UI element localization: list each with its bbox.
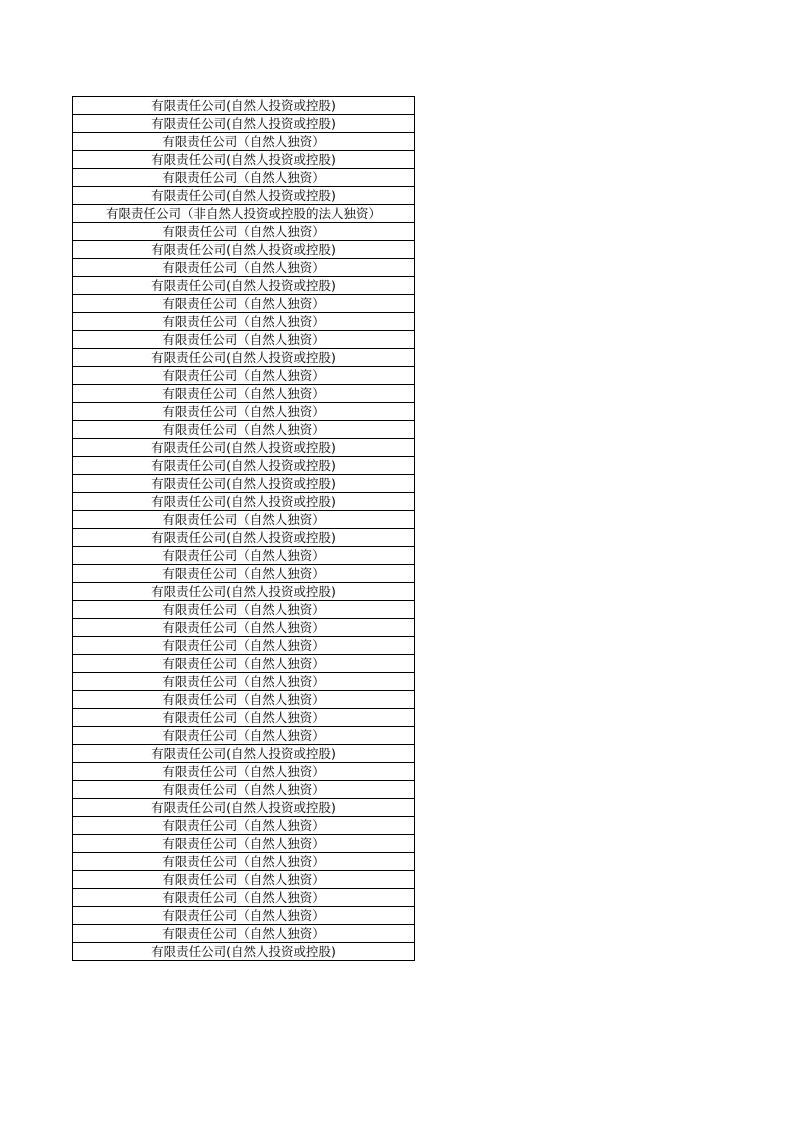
company-type-cell: 有限责任公司（自然人独资）	[73, 421, 415, 439]
table-row	[73, 565, 415, 583]
company-type-cell: 有限责任公司(自然人投资或控股)	[73, 745, 415, 763]
table-row	[73, 763, 415, 781]
table-row	[73, 709, 415, 727]
company-type-cell: 有限责任公司（自然人独资）	[73, 601, 415, 619]
company-type-cell: 有限责任公司(自然人投资或控股)	[73, 799, 415, 817]
table-row	[73, 259, 415, 277]
company-type-cell: 有限责任公司（自然人独资）	[73, 295, 415, 313]
table-row	[73, 691, 415, 709]
company-type-cell: 有限责任公司（自然人独资）	[73, 367, 415, 385]
company-type-cell: 有限责任公司(自然人投资或控股)	[73, 439, 415, 457]
company-type-cell: 有限责任公司(自然人投资或控股)	[73, 151, 415, 169]
company-type-cell: 有限责任公司（自然人独资）	[73, 223, 415, 241]
company-type-cell: 有限责任公司（自然人独资）	[73, 817, 415, 835]
company-type-cell: 有限责任公司（自然人独资）	[73, 709, 415, 727]
table-row	[73, 133, 415, 151]
table-row	[73, 799, 415, 817]
company-type-cell: 有限责任公司(自然人投资或控股)	[73, 187, 415, 205]
company-type-cell: 有限责任公司(自然人投资或控股)	[73, 115, 415, 133]
company-type-cell: 有限责任公司（自然人独资）	[73, 637, 415, 655]
table-row	[73, 241, 415, 259]
company-type-cell: 有限责任公司（自然人独资）	[73, 169, 415, 187]
table-row	[73, 601, 415, 619]
table-row	[73, 817, 415, 835]
company-type-cell: 有限责任公司（自然人独资）	[73, 835, 415, 853]
table-row	[73, 115, 415, 133]
table-row	[73, 511, 415, 529]
company-type-cell: 有限责任公司（自然人独资）	[73, 133, 415, 151]
company-type-cell: 有限责任公司（自然人独资）	[73, 385, 415, 403]
company-type-cell: 有限责任公司(自然人投资或控股)	[73, 97, 415, 115]
company-type-cell: 有限责任公司（自然人独资）	[73, 259, 415, 277]
table-row	[73, 619, 415, 637]
company-type-cell: 有限责任公司（自然人独资）	[73, 313, 415, 331]
company-type-cell: 有限责任公司（非自然人投资或控股的法人独资）	[73, 205, 415, 223]
table-row	[73, 475, 415, 493]
table-row	[73, 457, 415, 475]
table-row	[73, 169, 415, 187]
table-row	[73, 403, 415, 421]
table-row	[73, 781, 415, 799]
table-row	[73, 835, 415, 853]
table-row	[73, 727, 415, 745]
company-type-cell: 有限责任公司（自然人独资）	[73, 853, 415, 871]
company-type-cell: 有限责任公司(自然人投资或控股)	[73, 241, 415, 259]
table-row	[73, 439, 415, 457]
company-type-cell: 有限责任公司（自然人独资）	[73, 691, 415, 709]
company-type-cell: 有限责任公司(自然人投资或控股)	[73, 583, 415, 601]
table-row	[73, 655, 415, 673]
company-type-cell: 有限责任公司(自然人投资或控股)	[73, 277, 415, 295]
company-type-table	[72, 96, 415, 961]
table-row	[73, 925, 415, 943]
table-row	[73, 349, 415, 367]
table-row	[73, 583, 415, 601]
table-row	[73, 367, 415, 385]
table-row	[73, 853, 415, 871]
table-row	[73, 871, 415, 889]
table-row	[73, 745, 415, 763]
company-type-cell: 有限责任公司(自然人投资或控股)	[73, 529, 415, 547]
company-type-cell: 有限责任公司（自然人独资）	[73, 565, 415, 583]
company-type-cell: 有限责任公司（自然人独资）	[73, 673, 415, 691]
company-type-cell: 有限责任公司(自然人投资或控股)	[73, 475, 415, 493]
table-row	[73, 907, 415, 925]
company-type-cell: 有限责任公司（自然人独资）	[73, 907, 415, 925]
table-row	[73, 97, 415, 115]
company-type-cell: 有限责任公司（自然人独资）	[73, 511, 415, 529]
company-type-cell: 有限责任公司（自然人独资）	[73, 925, 415, 943]
company-type-cell: 有限责任公司（自然人独资）	[73, 331, 415, 349]
table-row	[73, 277, 415, 295]
company-type-cell: 有限责任公司（自然人独资）	[73, 727, 415, 745]
table-row	[73, 889, 415, 907]
company-type-cell: 有限责任公司(自然人投资或控股)	[73, 493, 415, 511]
table-row	[73, 313, 415, 331]
table-row	[73, 187, 415, 205]
table-row	[73, 637, 415, 655]
table-row	[73, 151, 415, 169]
company-type-cell: 有限责任公司（自然人独资）	[73, 547, 415, 565]
table-row	[73, 547, 415, 565]
company-type-cell: 有限责任公司(自然人投资或控股)	[73, 349, 415, 367]
table-row	[73, 421, 415, 439]
table-row	[73, 205, 415, 223]
table-row	[73, 385, 415, 403]
table-row	[73, 943, 415, 961]
company-type-cell: 有限责任公司（自然人独资）	[73, 619, 415, 637]
table-row	[73, 223, 415, 241]
table-row	[73, 529, 415, 547]
company-type-cell: 有限责任公司（自然人独资）	[73, 781, 415, 799]
company-type-cell: 有限责任公司(自然人投资或控股)	[73, 943, 415, 961]
company-type-cell: 有限责任公司（自然人独资）	[73, 655, 415, 673]
company-type-cell: 有限责任公司（自然人独资）	[73, 763, 415, 781]
company-type-cell: 有限责任公司（自然人独资）	[73, 871, 415, 889]
table-row	[73, 673, 415, 691]
table-row	[73, 331, 415, 349]
table-row	[73, 295, 415, 313]
company-type-cell: 有限责任公司（自然人独资）	[73, 889, 415, 907]
company-type-cell: 有限责任公司(自然人投资或控股)	[73, 457, 415, 475]
table-row	[73, 493, 415, 511]
company-type-cell: 有限责任公司（自然人独资）	[73, 403, 415, 421]
company-type-table-body	[73, 97, 415, 961]
